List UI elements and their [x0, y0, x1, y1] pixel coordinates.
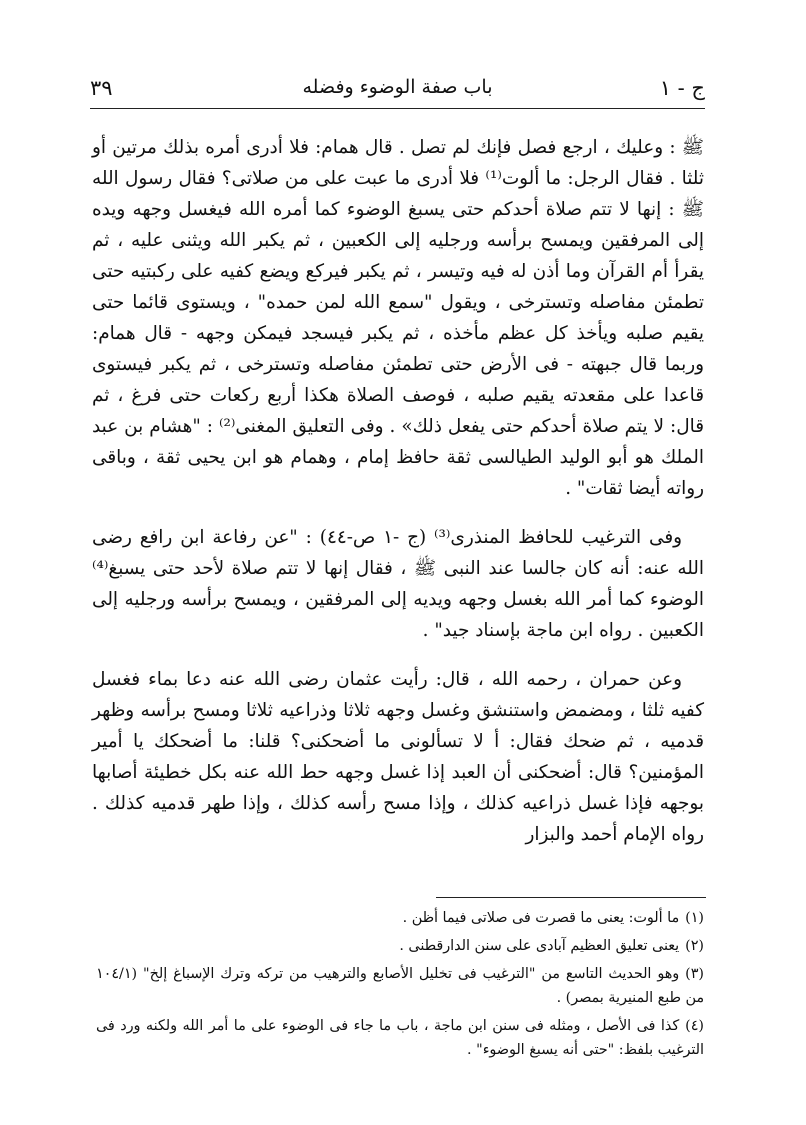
- footnote-number: (١): [685, 910, 704, 926]
- paragraph-humran: وعن حمران ، رحمه الله ، قال: رأيت عثمان رضى الله عنه دعا بماء فغسل كفيه ثلثا ، ومضمض واستنشق وغسل وجهه ثلاثا وذراعيه ثلاثا ومسح برأسه وظهر قدميه ، ثم ضحك فقال: أ لا تسألونى ما أضحكنى؟ قلنا: ما أضحكك يا أمير المؤمنين؟ قال: أضحكنى أن العبد إذا غسل وجهه حط الله عنه بكل خطيئة أصابها بوجهه فإذا غسل ذراعيه كذلك ، وإذا مسح رأسه كذلك ، وإذا طهر قدميه كذلك . رواه الإمام أحمد والبزار: [92, 669, 704, 845]
- footnote-item: [96, 1014, 704, 1062]
- footnote-item: [96, 934, 704, 958]
- footnote-text: وهو الحديث التاسع من "الترغيب فى تخليل الأصابع والترهيب من تركه وترك الإسباغ إلخ" (١٠٤/١ من طبع المنيرية بمصر) .: [96, 966, 704, 1006]
- header-divider: [90, 108, 705, 109]
- main-text: [92, 132, 704, 868]
- page-number: ٣٩: [90, 76, 113, 100]
- footnote-text: كذا فى الأصل ، ومثله فى سنن ابن ماجة ، باب ما جاء فى الوضوء على ما أمر الله ولكنه ورد فى الترغيب بلفظ: "حتى أنه يسبغ الوضوء" .: [96, 1018, 704, 1058]
- footnote-item: [96, 962, 704, 1010]
- footnote-number: (٢): [685, 938, 704, 954]
- footnote-number: (٣): [685, 966, 704, 982]
- footnote-text: ما ألوت: يعنى ما قصرت فى صلاتى فيما أظن .: [402, 910, 680, 926]
- running-header: [90, 72, 705, 108]
- footnote-item: [96, 906, 704, 930]
- chapter-title: باب صفة الوضوء وفضله: [302, 76, 493, 98]
- footnote-number: (٤): [685, 1018, 704, 1034]
- paragraph-hadith-prayer: ﷺ : وعليك ، ارجع فصل فإنك لم تصل . قال همام: فلا أدرى أمره بذلك مرتين أو ثلثا . فقال الرجل: ما ألوت⁽¹⁾ فلا أدرى ما عبت على من صلاتى؟ فقال رسول الله ﷺ : إنها لا تتم صلاة أحدكم حتى يسبغ الوضوء كما أمره الله فيغسل وجهه ويده إلى المرفقين ويمسح برأسه ورجليه إلى الكعبين ، ثم يكبر الله ويثنى عليه ، ثم يقرأ أم القرآن وما أذن له فيه وتيسر ، ثم يكبر فيركع ويضع كفيه على ركبتيه حتى تطمئن مفاصله وتسترخى ، ويقول "سمع الله لمن حمده" ، ويستوى قائما حتى يقيم صلبه ويأخذ كل عظم مأخذه ، ثم يكبر فيسجد فيمكن وجهه - قال همام: وربما قال جبهته - فى الأرض حتى تطمئن مفاصله وتسترخى ، ثم يكبر فيستوى قاعدا على مقعدته يقيم صلبه ، فوصف الصلاة هكذا أربع ركعات حتى فرغ ، ثم قال: لا يتم صلاة أحدكم حتى يفعل ذلك» . وفى التعليق المغنى⁽²⁾ : "هشام بن عبد الملك هو أبو الوليد الطيالسى ثقة حافظ إمام ، وهمام هو ابن يحيى ثقة ، وباقى رواته أيضا ثقات" .: [92, 137, 704, 499]
- paragraph-targhib: وفى الترغيب للحافظ المنذرى⁽³⁾ (ج -١ ص-٤٤) : "عن رفاعة ابن رافع رضى الله عنه: أنه كان جالسا عند النبى ﷺ ، فقال إنها لا تتم صلاة لأحد حتى يسبغ⁽⁴⁾ الوضوء كما أمر الله بغسل وجهه ويديه إلى المرفقين ، ويمسح برأسه ورجليه إلى الكعبين . رواه ابن ماجة بإسناد جيد" .: [92, 527, 704, 641]
- volume-label: ج - ١: [659, 76, 705, 100]
- footnotes: [96, 906, 704, 1066]
- footnote-divider: [436, 897, 706, 898]
- footnote-text: يعنى تعليق العظيم آبادى على سنن الدارقطنى .: [399, 938, 680, 954]
